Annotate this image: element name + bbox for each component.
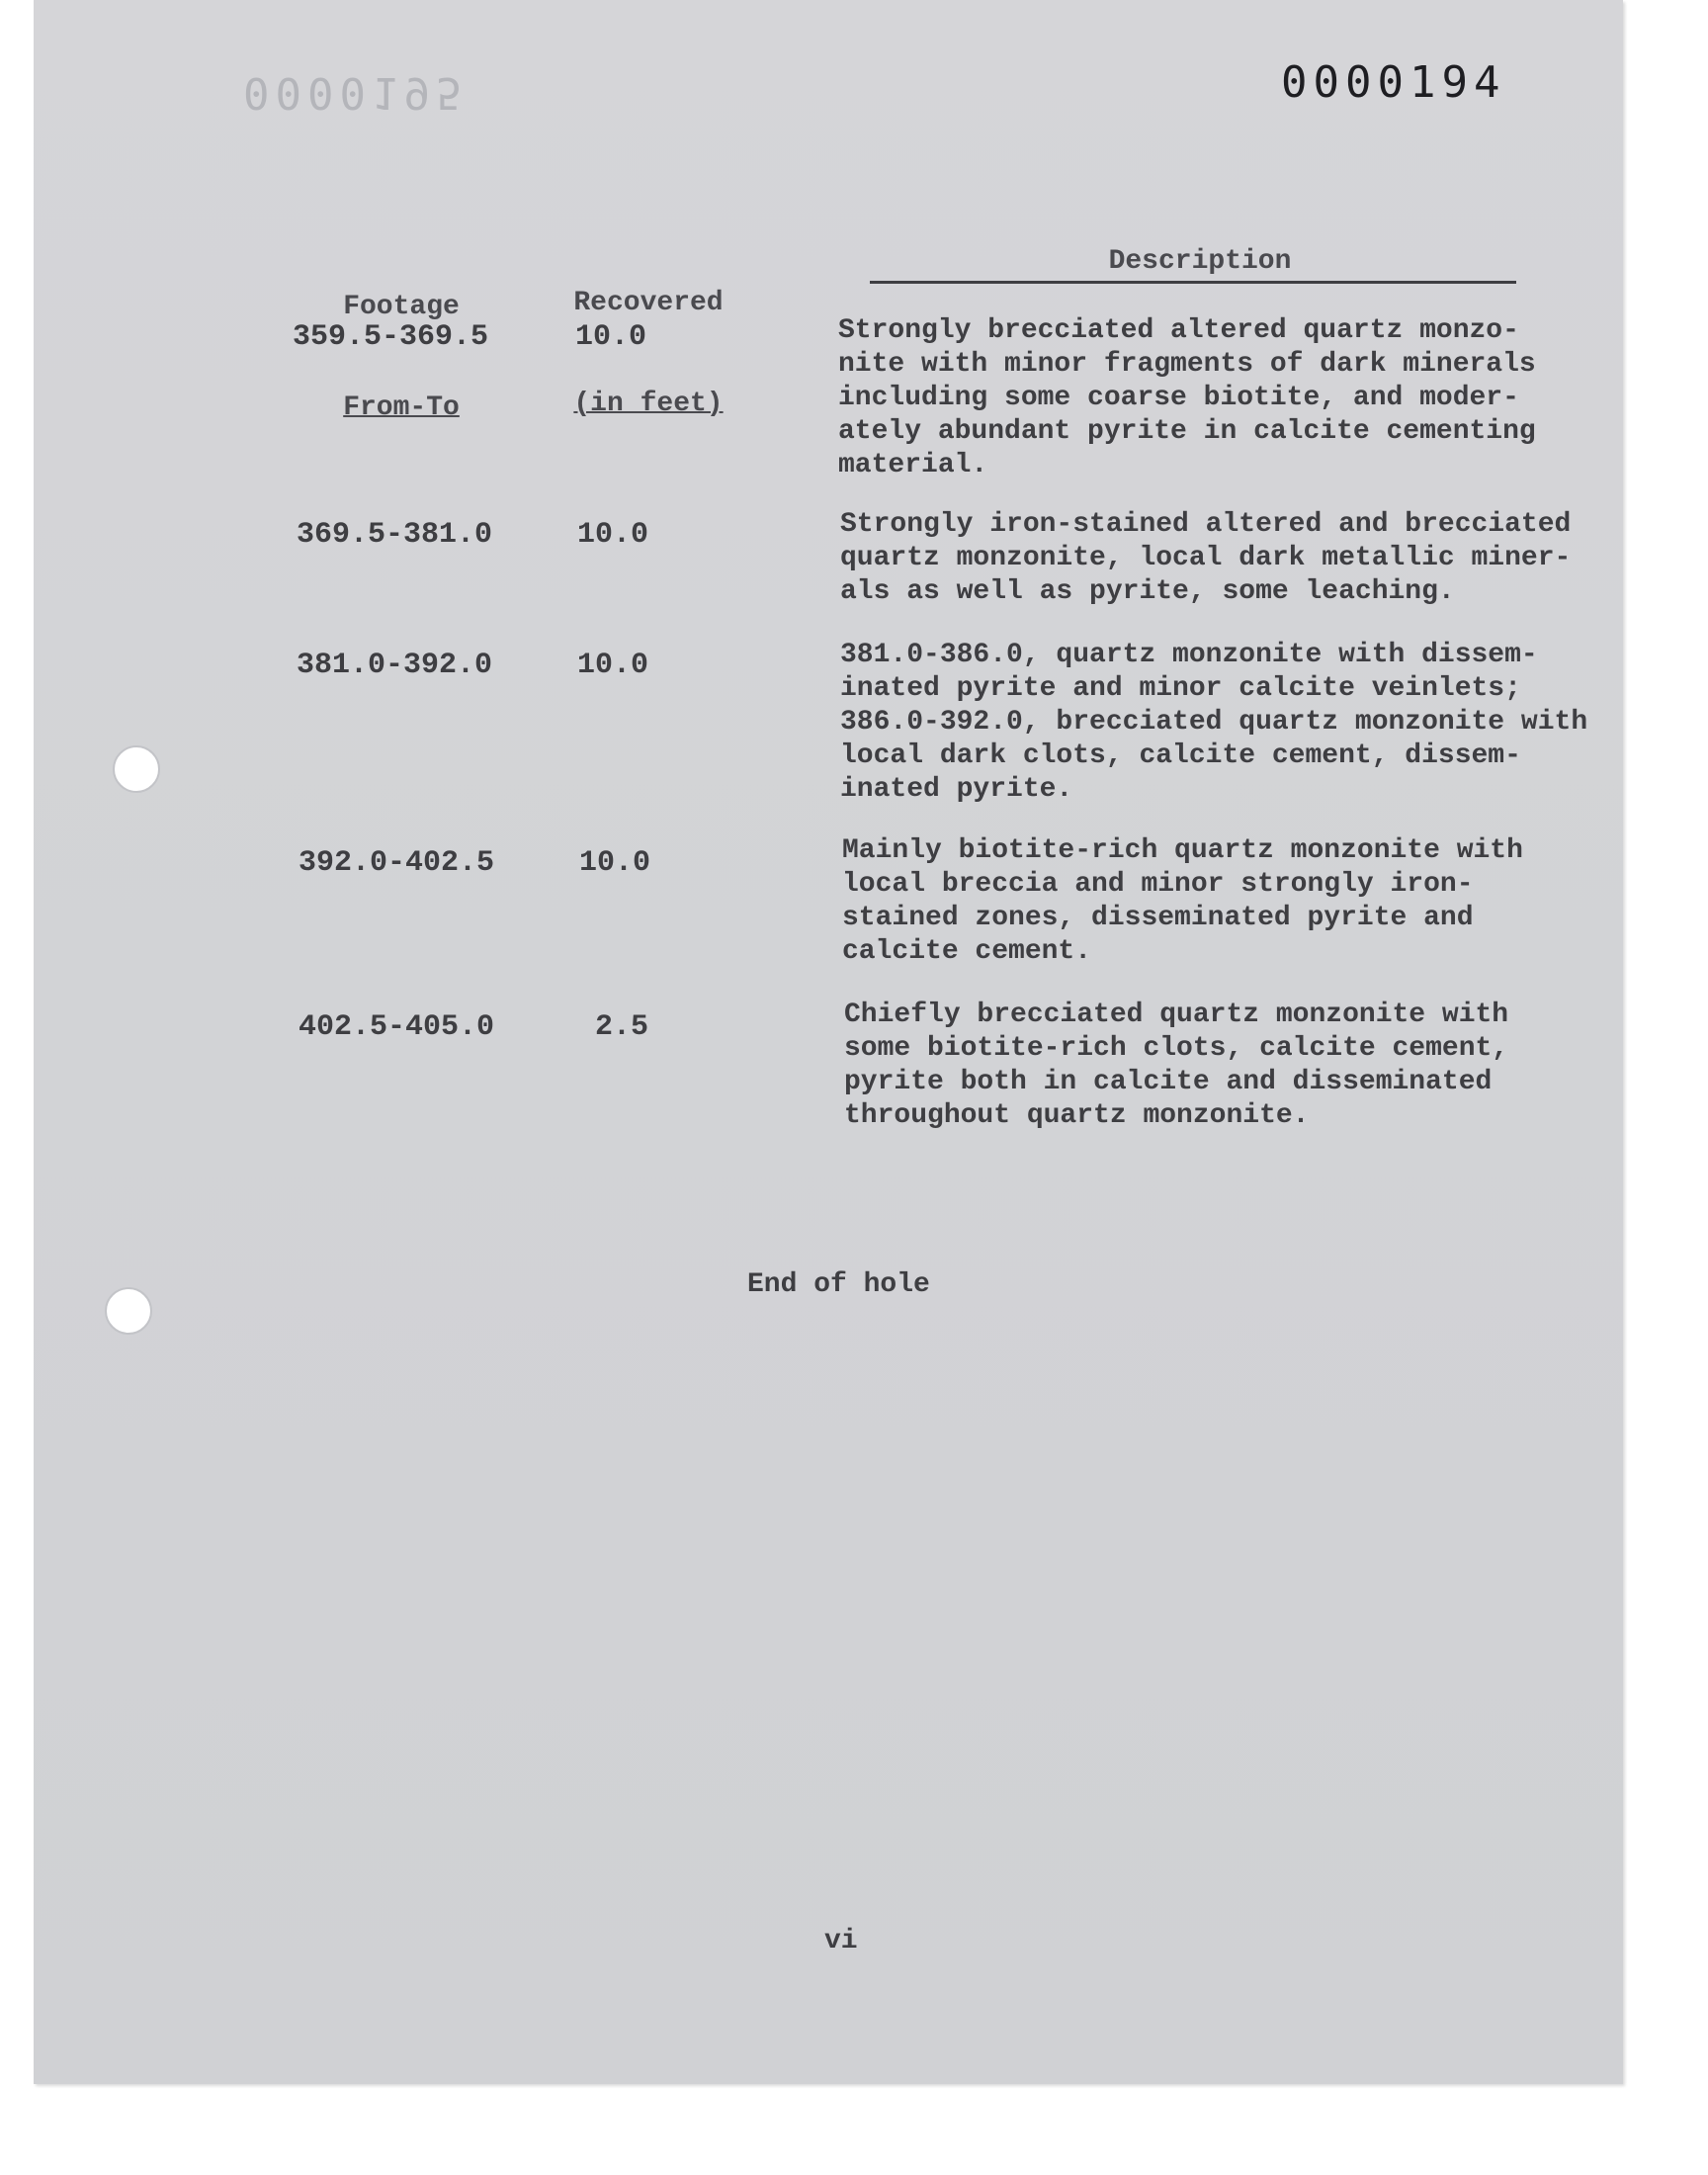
footage-cell-5: 402.5-405.0 — [299, 1010, 495, 1044]
recovered-cell-1: 10.0 — [575, 320, 647, 354]
footage-header-line2: From-To — [343, 392, 460, 423]
footage-cell-4: 392.0-402.5 — [299, 846, 495, 880]
description-column-header: Description — [1108, 246, 1292, 277]
footage-cell-3: 381.0-392.0 — [297, 649, 493, 682]
punch-hole-upper — [113, 745, 160, 793]
recovered-column-header — [526, 219, 771, 488]
description-cell-1: Strongly brecciated altered quartz monzo- nite with minor fragments of dark minerals including some coarse biotite, and moder- ately abundant pyrite in calcite cementing material. — [838, 315, 1536, 480]
recovered-header-line2: (in feet) — [573, 389, 724, 419]
recovered-cell-5: 2.5 — [595, 1010, 649, 1044]
punch-hole-lower — [105, 1287, 152, 1335]
description-cell-2: Strongly iron-stained altered and brecciated quartz monzonite, local dark metallic miner- als as well as pyrite, some leaching. — [840, 509, 1572, 607]
footage-header-line1: Footage — [343, 292, 460, 322]
recovered-cell-3: 10.0 — [577, 649, 649, 682]
document-number-stamp: 0000194 — [1281, 57, 1506, 108]
end-of-hole-note: End of hole — [747, 1269, 930, 1300]
description-cell-3: 381.0-386.0, quartz monzonite with dissem- inated pyrite and minor calcite veinlets; 386.0-392.0, brecciated quartz monzonite with local dark clots, calcite cement, dissem- inated pyrite. — [840, 640, 1588, 805]
recovered-header-line1: Recovered — [573, 288, 724, 318]
description-cell-4: Mainly biotite-rich quartz monzonite with local breccia and minor strongly iron- stained zones, disseminated pyrite and calcite cement. — [842, 835, 1523, 967]
recovered-cell-4: 10.0 — [579, 846, 651, 880]
faint-document-number: 0000195 — [243, 67, 469, 118]
recovered-cell-2: 10.0 — [577, 518, 649, 552]
document-page — [34, 0, 1623, 2084]
footage-cell-1: 359.5-369.5 — [293, 320, 489, 354]
page-number: vi — [824, 1926, 858, 1957]
description-header-rule — [870, 281, 1516, 284]
description-cell-5: Chiefly brecciated quartz monzonite with some biotite-rich clots, calcite cement, pyrite both in calcite and disseminated throughout quartz monzonite. — [844, 1000, 1509, 1131]
footage-column-header — [293, 223, 510, 492]
footage-cell-2: 369.5-381.0 — [297, 518, 493, 552]
